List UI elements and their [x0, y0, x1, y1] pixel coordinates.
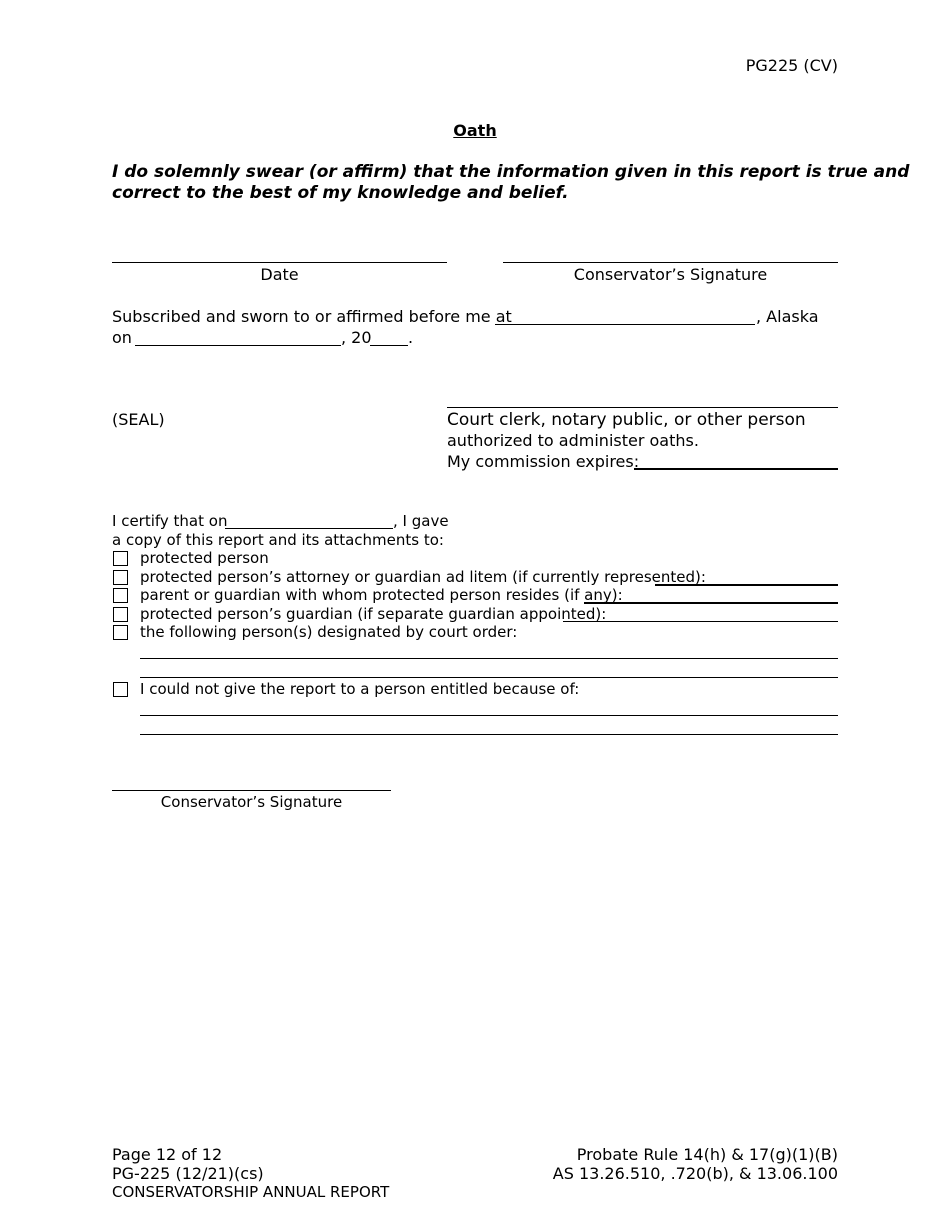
commission-expires-field[interactable]	[634, 468, 838, 470]
year-field[interactable]	[370, 345, 408, 346]
reason-line-1[interactable]	[140, 715, 838, 716]
certify-text: I certify that on	[112, 512, 228, 530]
certify-date-field[interactable]	[225, 528, 393, 529]
footer-form-id: PG-225 (12/21)(cs)	[112, 1164, 264, 1183]
reason-line-2[interactable]	[140, 734, 838, 735]
court-order-persons-line-1[interactable]	[140, 658, 838, 659]
footer-statute: AS 13.26.510, .720(b), & 13.06.100	[552, 1164, 838, 1183]
footer-form-name: CONSERVATORSHIP ANNUAL REPORT	[112, 1183, 390, 1201]
could-not-give-text: I could not give the report to a person entitled because of:	[140, 680, 580, 698]
oath-statement-line-2: correct to the best of my knowledge and belief.	[112, 183, 569, 203]
officer-title-line-1: Court clerk, notary public, or other person	[447, 410, 806, 430]
parent-guardian-checkbox[interactable]	[113, 588, 128, 603]
could-not-give-checkbox[interactable]	[113, 682, 128, 697]
oath-statement	[112, 162, 909, 204]
footer-left	[112, 1145, 389, 1202]
separate-guardian-checkbox[interactable]	[113, 607, 128, 622]
seal-label: (SEAL)	[112, 410, 165, 429]
attorney-checkbox[interactable]	[113, 570, 128, 585]
bottom-signature-line[interactable]	[112, 790, 391, 791]
court-order-persons-line-2[interactable]	[140, 677, 838, 678]
parent-guardian-name-field[interactable]	[584, 602, 838, 604]
state-text: , Alaska	[756, 307, 819, 326]
separate-guardian-name-field[interactable]	[563, 621, 838, 622]
oath-statement-line-1: I do solemnly swear (or affirm) that the information given in this report is true and	[112, 162, 910, 182]
officer-signature-line[interactable]	[447, 407, 838, 408]
sworn-date-field[interactable]	[135, 345, 341, 346]
subscribed-text: Subscribed and sworn to or affirmed before me at	[112, 307, 512, 326]
on-label: on	[112, 328, 132, 347]
officer-title-line-2: authorized to administer oaths.	[447, 431, 699, 450]
footer-right	[553, 1145, 838, 1183]
copy-recipients-text: a copy of this report and its attachments to:	[112, 531, 444, 549]
option-separate-guardian: protected person’s guardian (if separate guardian appointed):	[140, 605, 607, 623]
attorney-name-field[interactable]	[655, 584, 838, 586]
option-parent-guardian: parent or guardian with whom protected person resides (if any):	[140, 586, 623, 604]
court-order-checkbox[interactable]	[113, 625, 128, 640]
oath-title: Oath	[453, 121, 497, 140]
location-field[interactable]	[495, 324, 755, 325]
form-code: PG225 (CV)	[745, 56, 838, 75]
commission-label: My commission expires:	[447, 452, 640, 471]
date-line[interactable]	[112, 262, 447, 263]
date-label: Date	[260, 265, 299, 284]
option-court-order: the following person(s) designated by court order:	[140, 623, 518, 641]
year-suffix: .	[408, 328, 414, 347]
option-protected-person: protected person	[140, 549, 269, 567]
year-prefix: , 20	[341, 328, 372, 347]
bottom-signature-label: Conservator’s Signature	[160, 793, 343, 811]
conservator-signature-label: Conservator’s Signature	[573, 265, 768, 284]
certify-gave-text: , I gave	[393, 512, 449, 530]
footer-rule: Probate Rule 14(h) & 17(g)(1)(B)	[576, 1145, 838, 1164]
protected-person-checkbox[interactable]	[113, 551, 128, 566]
footer-page-number: Page 12 of 12	[112, 1145, 223, 1164]
conservator-signature-line[interactable]	[503, 262, 838, 263]
option-attorney: protected person’s attorney or guardian ad litem (if currently represented):	[140, 568, 706, 586]
